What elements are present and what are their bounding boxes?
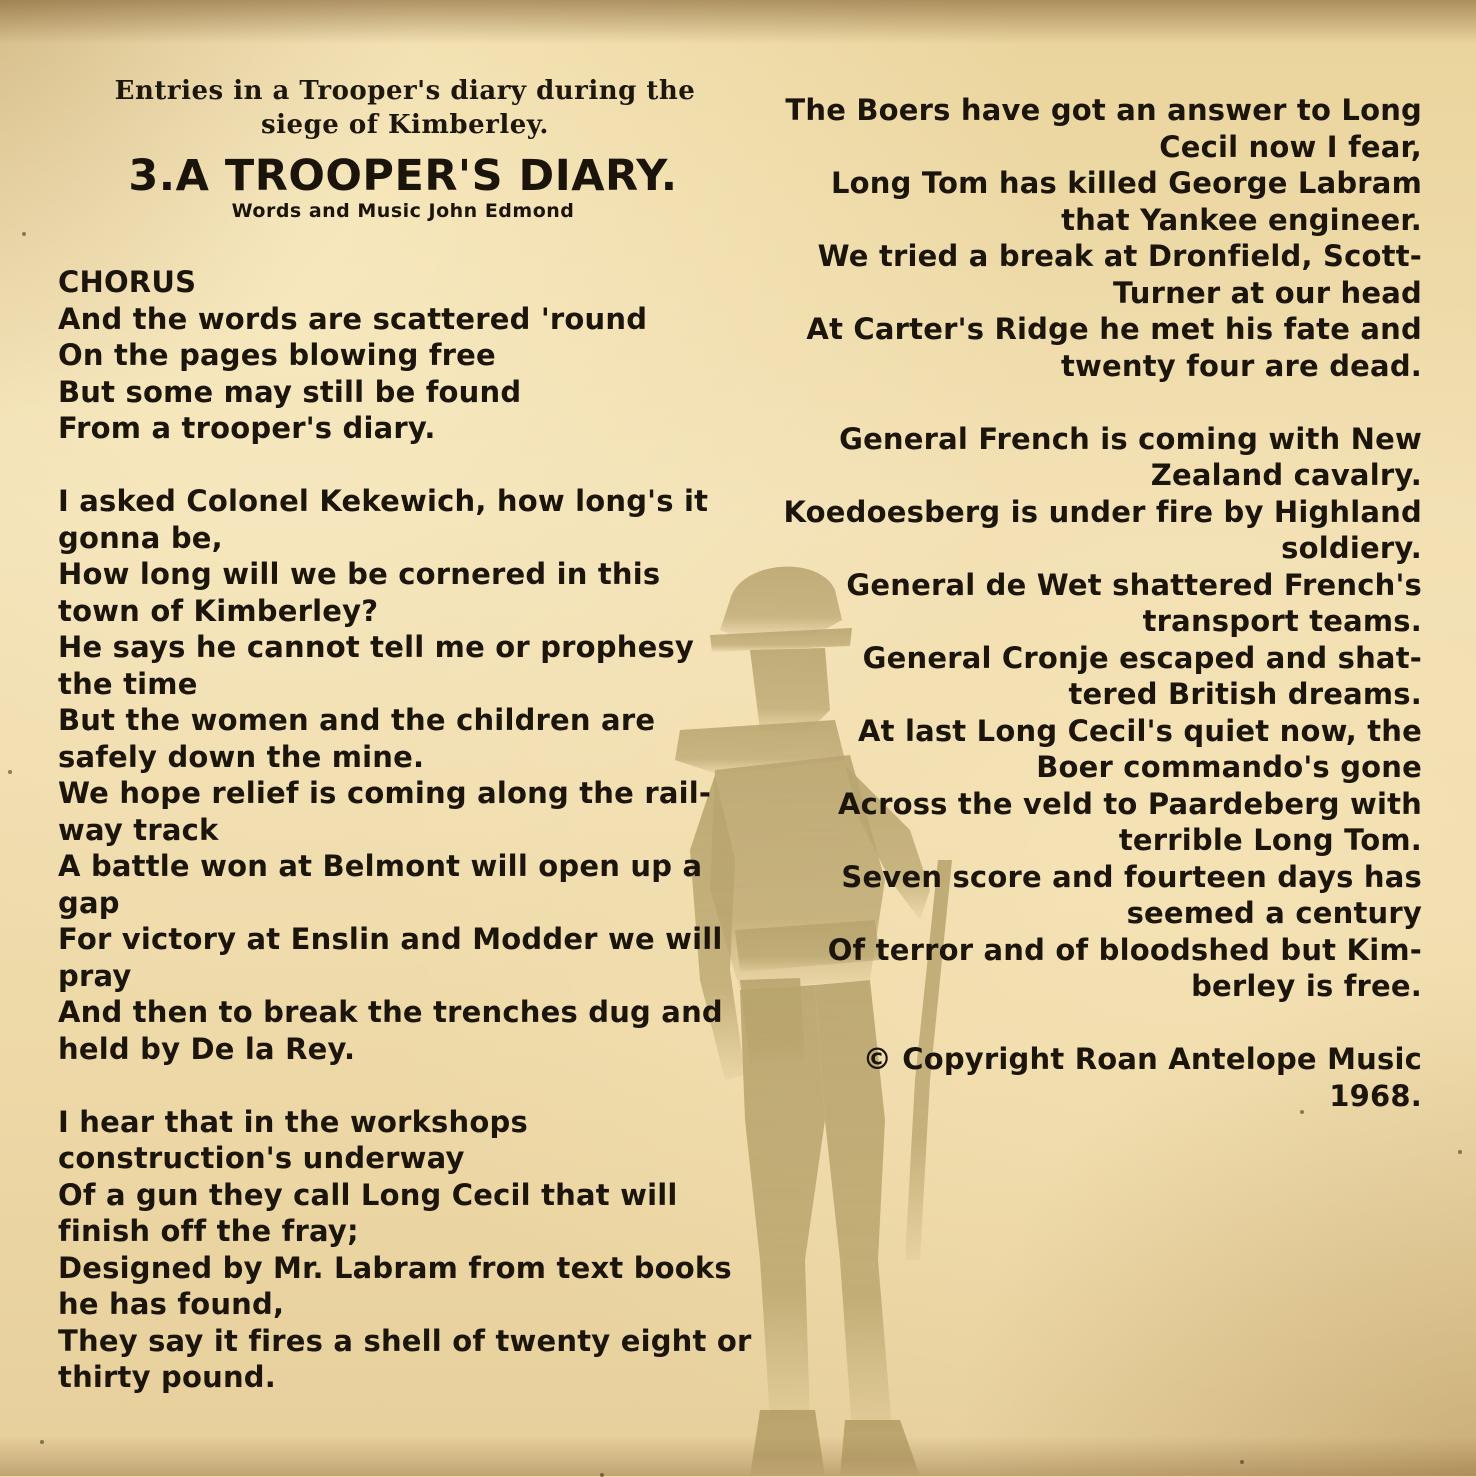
lyric-line: At last Long Cecil's quiet now, the: [857, 713, 1422, 748]
lyric-line: We tried a break at Dronfield, Scott-: [817, 239, 1422, 273]
lyric-line: I hear that in the workshops: [58, 1104, 528, 1139]
lyric-line: And then to break the trenches dug and: [58, 995, 723, 1029]
verse-1-stanza: [58, 483, 748, 1067]
verse-3-stanza: [742, 92, 1422, 384]
lyric-line: pray: [58, 958, 132, 993]
lyric-line: A battle won at Belmont will open up a: [58, 849, 703, 883]
lyric-line: General French is coming with New: [839, 421, 1422, 456]
lyric-line: finish off the fray;: [58, 1214, 359, 1248]
verse-4-stanza: [742, 421, 1422, 1005]
copyright-year: 1968.: [1329, 1078, 1422, 1113]
lyric-line: How long will we be cornered in this: [58, 557, 661, 591]
paper-speck: [600, 1473, 604, 1477]
lyric-line: Zealand cavalry.: [1150, 458, 1422, 492]
right-column: [742, 92, 1422, 1151]
lyric-line: Designed by Mr. Labram from text books: [58, 1250, 732, 1285]
lyric-line: From a trooper's diary.: [58, 411, 436, 445]
lyric-line: Koedoesberg is under fire by Highland: [783, 494, 1422, 529]
chorus-label: CHORUS: [58, 265, 197, 299]
lyric-line: the time: [58, 666, 198, 701]
left-column: [58, 74, 752, 1432]
lyric-line: I asked Colonel Kekewich, how long's it: [58, 484, 709, 518]
lyric-line: For victory at Enslin and Modder we will: [58, 922, 723, 956]
lyric-line: seemed a century: [1126, 896, 1422, 930]
verse-2-stanza: [58, 1104, 752, 1396]
header: [58, 74, 748, 222]
lyric-line: terrible Long Tom.: [1118, 823, 1422, 857]
paper-speck: [1240, 1460, 1244, 1464]
paper-speck: [22, 232, 26, 236]
lyric-line: tered British dreams.: [1068, 677, 1422, 711]
lyric-line: General de Wet shattered French's: [846, 567, 1422, 602]
paper-speck: [1458, 1150, 1462, 1154]
lyric-line: But some may still be found: [58, 374, 522, 409]
lyric-line: Of terror and of bloodshed but Kim-: [827, 932, 1422, 967]
lyric-line: construction's underway: [58, 1141, 465, 1175]
subtitle: Entries in a Trooper's diary during the siege of Kimberley.: [114, 76, 696, 140]
lyric-line: Cecil now I fear,: [1159, 129, 1422, 164]
lyric-line: He says he cannot tell me or prophesy: [58, 630, 695, 664]
lyric-line: transport teams.: [1142, 604, 1422, 638]
lyric-line: thirty pound.: [58, 1360, 276, 1394]
lyric-line: On the pages blowing free: [58, 338, 496, 372]
lyric-line: The Boers have got an answer to Long: [785, 93, 1422, 127]
lyric-line: Boer commando's gone: [1036, 750, 1422, 784]
song-title: 3.A TROOPER'S DIARY.: [128, 151, 678, 201]
lyric-line: Across the veld to Paardeberg with: [838, 786, 1422, 821]
lyric-line: And the words are scattered 'round: [58, 301, 648, 336]
song-credit: Words and Music John Edmond: [231, 200, 575, 222]
lyric-line: Seven score and fourteen days has: [841, 859, 1422, 894]
paper-edge-top: [0, 0, 1476, 44]
lyric-line: soldiery.: [1281, 531, 1422, 565]
lyric-line: way track: [58, 812, 219, 847]
lyric-line: Long Tom has killed George Labram: [831, 166, 1422, 200]
lyric-line: he has found,: [58, 1287, 285, 1321]
copyright-notice: [742, 1041, 1422, 1114]
lyric-line: We hope relief is coming along the rail-: [58, 776, 712, 810]
paper-speck: [8, 770, 12, 774]
lyric-line: General Cronje escaped and shat-: [862, 640, 1422, 675]
lyric-line: gap: [58, 885, 120, 920]
paper-speck: [40, 1440, 44, 1444]
lyric-line: They say it fires a shell of twenty eight or: [58, 1323, 752, 1358]
lyric-line: gonna be,: [58, 520, 223, 555]
lyric-line: twenty four are dead.: [1060, 348, 1422, 383]
lyric-line: town of Kimberley?: [58, 593, 379, 628]
chorus-stanza: [58, 264, 748, 447]
copyright-line: © Copyright Roan Antelope Music: [862, 1042, 1422, 1076]
lyric-line: Of a gun they call Long Cecil that will: [58, 1177, 678, 1212]
lyric-line: that Yankee engineer.: [1061, 202, 1422, 237]
lyric-line: But the women and the children are: [58, 703, 656, 737]
lyric-line: berley is free.: [1191, 969, 1422, 1003]
lyric-line: safely down the mine.: [58, 739, 425, 774]
lyric-line: Turner at our head: [1113, 275, 1422, 310]
lyric-line: At Carter's Ridge he met his fate and: [806, 312, 1422, 346]
lyric-line: held by De la Rey.: [58, 1031, 356, 1066]
